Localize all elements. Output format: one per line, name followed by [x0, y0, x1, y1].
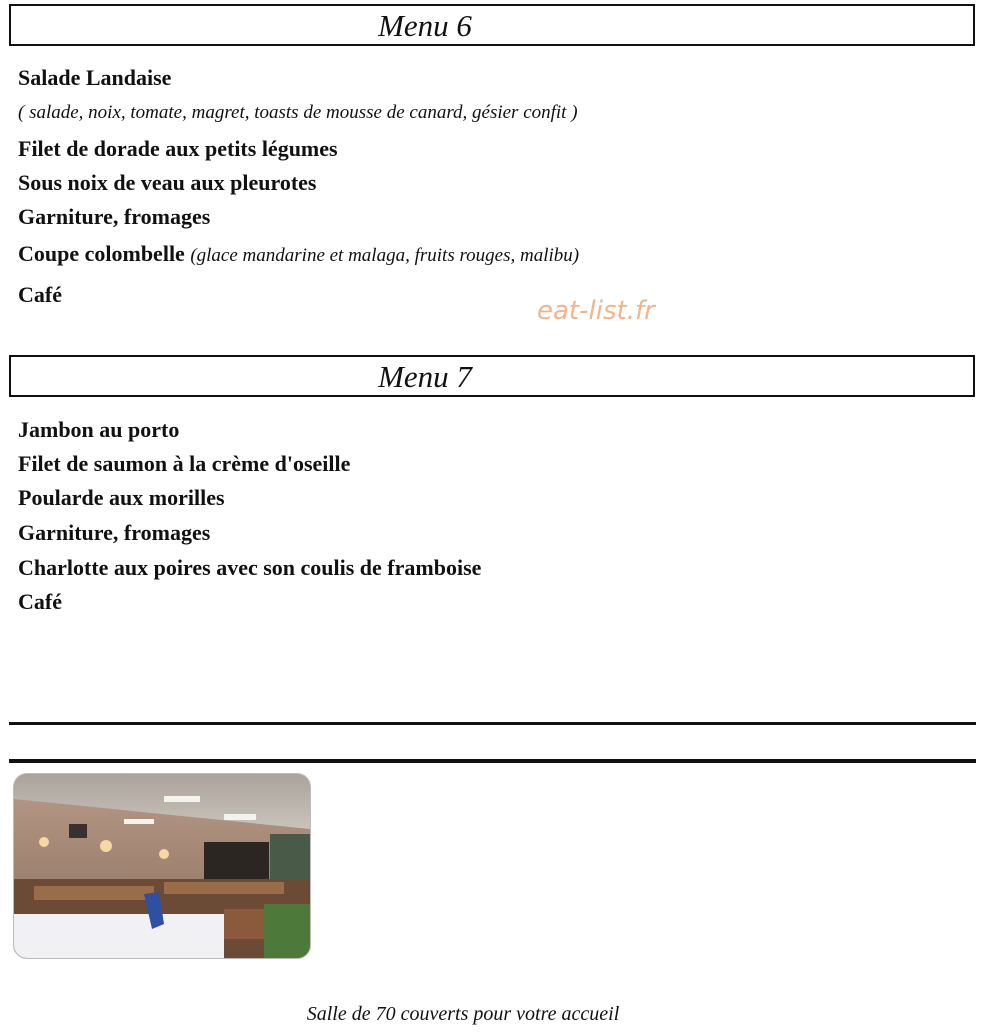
dining-room-caption: Salle de 70 couverts pour votre accueil: [306, 1003, 620, 1025]
menu-6-coupe-description: (glace mandarine et malaga, fruits rouges, malibu): [190, 245, 580, 266]
menu-7-item-garniture: Garniture, fromages: [18, 520, 211, 545]
menu-6-item-garniture: Garniture, fromages: [18, 204, 211, 229]
menu-6-item-salade: Salade Landaise: [18, 65, 172, 90]
menu-6-header: [9, 4, 975, 46]
menu-6-item-dorade: Filet de dorade aux petits légumes: [18, 136, 338, 161]
menu-6-item-veau: Sous noix de veau aux pleurotes: [18, 170, 317, 195]
divider-bottom: [9, 759, 976, 763]
menu-7-item-jambon: Jambon au porto: [18, 417, 180, 442]
dining-room-image: [14, 774, 310, 958]
menu-6-salade-description: ( salade, noix, tomate, magret, toasts de mousse de canard, gésier confit ): [18, 102, 578, 123]
divider-top: [9, 722, 976, 725]
dining-room-photo: [13, 773, 311, 959]
menu-6-title: Menu 6: [378, 8, 472, 43]
menu-6-item-coupe: [18, 241, 579, 269]
menu-7-title: Menu 7: [378, 359, 472, 394]
menu-7-item-saumon: Filet de saumon à la crème d'oseille: [18, 451, 351, 476]
menu-7-item-charlotte: Charlotte aux poires avec son coulis de framboise: [18, 555, 482, 580]
menu-7-item-cafe: Café: [18, 589, 62, 614]
menu-7-header: [9, 355, 975, 397]
watermark: eat-list.fr: [537, 296, 655, 326]
menu-7-item-poularde: Poularde aux morilles: [18, 485, 225, 510]
menu-6-coupe-label: Coupe colombelle: [18, 241, 185, 266]
menu-6-item-cafe: Café: [18, 282, 62, 307]
